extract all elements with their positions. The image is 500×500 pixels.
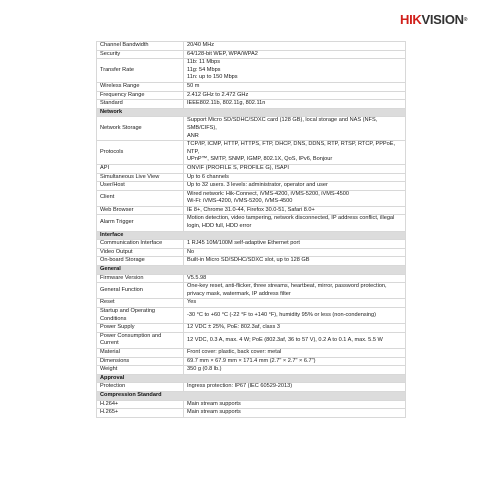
section-header-row bbox=[97, 108, 406, 117]
spec-value-line: 11n: up to 150 Mbps bbox=[187, 74, 238, 81]
spec-label: Power Consumption and Current bbox=[97, 332, 184, 348]
spec-label: Frequency Range bbox=[97, 91, 184, 100]
spec-row bbox=[97, 366, 406, 375]
spec-label: Channel Bandwidth bbox=[97, 42, 184, 51]
spec-value-line: -30 °C to +60 °C (-22 °F to +140 °F), humidity 95% or less (non-condensing) bbox=[187, 311, 376, 318]
specification-table bbox=[96, 41, 406, 418]
spec-value bbox=[184, 206, 406, 215]
spec-value bbox=[184, 240, 406, 249]
section-title: Approval bbox=[97, 374, 406, 383]
logo-part-vision: VISION bbox=[421, 12, 464, 27]
spec-label: On-board Storage bbox=[97, 257, 184, 266]
spec-label: Power Supply bbox=[97, 324, 184, 333]
spec-value-line: IE 8+, Chrome 31.0-44, Firefox 30.0-51, Safari 8.0+ bbox=[187, 206, 315, 213]
spec-row bbox=[97, 257, 406, 266]
section-header-row bbox=[97, 231, 406, 240]
spec-value-line: Built-in Micro SD/SDHC/SDXC slot, up to 128 GB bbox=[187, 257, 310, 264]
spec-value-line: 350 g (0.8 lb.) bbox=[187, 366, 222, 373]
spec-value-line: Main stream supports bbox=[187, 400, 241, 407]
spec-value bbox=[184, 357, 406, 366]
spec-label: Reset bbox=[97, 299, 184, 308]
spec-row bbox=[97, 190, 406, 206]
spec-value-line: Wired network: Hik-Connect, iVMS-4200, iVMS-5200, iVMS-4500 bbox=[187, 190, 349, 197]
spec-value-line: Front cover: plastic, back cover: metal bbox=[187, 348, 282, 355]
section-header-row bbox=[97, 266, 406, 275]
spec-label: Web Browser bbox=[97, 206, 184, 215]
spec-value-line: 2.412 GHz to 2.472 GHz bbox=[187, 91, 249, 98]
spec-row bbox=[97, 100, 406, 109]
spec-row bbox=[97, 59, 406, 83]
hikvision-logo bbox=[400, 10, 492, 30]
spec-value-line: TCP/IP, ICMP, HTTP, HTTPS, FTP, DHCP, DNS, DDNS, RTP, RTSP, RTCP, PPPoE, NTP, bbox=[187, 141, 396, 155]
spec-label: Protection bbox=[97, 383, 184, 392]
spec-value-line: privacy mask, watermark, IP address filter bbox=[187, 290, 291, 297]
spec-value-line: 11b: 11 Mbps bbox=[187, 59, 221, 66]
spec-label: H.264+ bbox=[97, 400, 184, 409]
spec-value-line: 64/128-bit WEP, WPA/WPA2 bbox=[187, 50, 258, 57]
spec-row bbox=[97, 274, 406, 283]
spec-label: H.265+ bbox=[97, 409, 184, 418]
spec-value-line: 11g: 54 Mbps bbox=[187, 66, 221, 73]
spec-value-line: UPnP™, SMTP, SNMP, IGMP, 802.1X, QoS, IPv6, Bonjour bbox=[187, 156, 333, 163]
spec-label: Transfer Rate bbox=[97, 59, 184, 83]
spec-row bbox=[97, 332, 406, 348]
spec-value bbox=[184, 299, 406, 308]
spec-value bbox=[184, 173, 406, 182]
spec-value bbox=[184, 42, 406, 51]
spec-value-line: login, HDD full, HDD error bbox=[187, 223, 252, 230]
spec-value-line: One-key reset, anti-flicker, three streams, heartbeat, mirror, password protection, bbox=[187, 283, 387, 290]
spec-value bbox=[184, 283, 406, 299]
spec-row bbox=[97, 299, 406, 308]
spec-label: Alarm Trigger bbox=[97, 215, 184, 231]
spec-label: Firmware Version bbox=[97, 274, 184, 283]
spec-label: User/Host bbox=[97, 182, 184, 191]
spec-row bbox=[97, 215, 406, 231]
spec-row bbox=[97, 248, 406, 257]
logo-registered-mark: ® bbox=[463, 17, 468, 23]
spec-row bbox=[97, 173, 406, 182]
spec-row bbox=[97, 117, 406, 141]
spec-label: Video Output bbox=[97, 248, 184, 257]
spec-value-line: 1 RJ45 10M/100M self-adaptive Ethernet port bbox=[187, 240, 300, 247]
spec-value bbox=[184, 366, 406, 375]
spec-row bbox=[97, 182, 406, 191]
spec-value-line: Motion detection, video tampering, network disconnected, IP address conflict, illegal bbox=[187, 215, 395, 222]
spec-label: API bbox=[97, 164, 184, 173]
spec-value bbox=[184, 257, 406, 266]
spec-row bbox=[97, 283, 406, 299]
spec-value-line: 12 VDC ± 25%, PoE: 802.3af, class 3 bbox=[187, 324, 280, 331]
spec-value-line: Up to 32 users. 3 levels: administrator, operator and user bbox=[187, 182, 328, 189]
spec-value-line: 69.7 mm × 67.9 mm × 171.4 mm (2.7" × 2.7" × 6.7") bbox=[187, 357, 316, 364]
spec-value bbox=[184, 59, 406, 83]
spec-value-line: 20/40 MHz bbox=[187, 42, 215, 48]
spec-row bbox=[97, 91, 406, 100]
spec-label: Material bbox=[97, 348, 184, 357]
spec-value-line: 50 m bbox=[187, 82, 200, 89]
spec-value bbox=[184, 100, 406, 109]
spec-row bbox=[97, 357, 406, 366]
section-title: Compression Standard bbox=[97, 391, 406, 400]
logo-part-hik: HIK bbox=[400, 12, 422, 27]
spec-value-line: V5.5.98 bbox=[187, 274, 207, 281]
spec-value bbox=[184, 308, 406, 324]
spec-value bbox=[184, 91, 406, 100]
spec-value bbox=[184, 274, 406, 283]
spec-row bbox=[97, 50, 406, 59]
spec-row bbox=[97, 141, 406, 165]
spec-value-line: Yes bbox=[187, 299, 197, 306]
spec-value bbox=[184, 383, 406, 392]
spec-value-line: IEEE802.11b, 802.11g, 802.11n bbox=[187, 100, 266, 107]
spec-value-line: Ingress protection: IP67 (IEC 60529-2013) bbox=[187, 383, 293, 390]
spec-row bbox=[97, 206, 406, 215]
spec-row bbox=[97, 82, 406, 91]
spec-label: Startup and Operating Conditions bbox=[97, 308, 184, 324]
spec-label: Weight bbox=[97, 366, 184, 375]
spec-value-line: Wi-Fi: iVMS-4200, iVMS-5200, iVMS-4500 bbox=[187, 198, 293, 205]
section-header-row bbox=[97, 391, 406, 400]
spec-row bbox=[97, 400, 406, 409]
spec-label: Client bbox=[97, 190, 184, 206]
spec-value bbox=[184, 50, 406, 59]
spec-value bbox=[184, 332, 406, 348]
spec-row bbox=[97, 324, 406, 333]
spec-row bbox=[97, 164, 406, 173]
spec-value bbox=[184, 164, 406, 173]
spec-label: Protocols bbox=[97, 141, 184, 165]
spec-value bbox=[184, 248, 406, 257]
spec-value-line: Up to 6 channels bbox=[187, 173, 229, 180]
spec-row bbox=[97, 383, 406, 392]
spec-value bbox=[184, 215, 406, 231]
spec-value-line: 12 VDC, 0.3 A, max. 4 W; PoE (802.3af, 36 to 57 V), 0.2 A to 0.1 A, max. 5.5 W bbox=[187, 336, 383, 343]
spec-label: Communication Interface bbox=[97, 240, 184, 249]
section-header-row bbox=[97, 374, 406, 383]
spec-value bbox=[184, 82, 406, 91]
spec-label: Wireless Range bbox=[97, 82, 184, 91]
section-title: Network bbox=[97, 108, 406, 117]
spec-row bbox=[97, 42, 406, 51]
spec-value bbox=[184, 190, 406, 206]
spec-label: Standard bbox=[97, 100, 184, 109]
spec-value-line: No bbox=[187, 248, 195, 255]
spec-value bbox=[184, 348, 406, 357]
spec-value-line: ONVIF (PROFILE S, PROFILE G), ISAPI bbox=[187, 164, 289, 171]
spec-value bbox=[184, 141, 406, 165]
spec-label: General Function bbox=[97, 283, 184, 299]
spec-value bbox=[184, 400, 406, 409]
spec-value-line: ANR bbox=[187, 132, 199, 139]
spec-value-line: Support Micro SD/SDHC/SDXC card (128 GB), local storage and NAS (NFS, SMB/CIFS), bbox=[187, 117, 378, 131]
section-title: Interface bbox=[97, 231, 406, 240]
spec-value bbox=[184, 117, 406, 141]
spec-row bbox=[97, 308, 406, 324]
spec-value bbox=[184, 409, 406, 418]
spec-label: Dimensions bbox=[97, 357, 184, 366]
spec-label: Network Storage bbox=[97, 117, 184, 141]
section-title: General bbox=[97, 266, 406, 275]
spec-label: Simultaneous Live View bbox=[97, 173, 184, 182]
spec-value bbox=[184, 182, 406, 191]
spec-value-line: Main stream supports bbox=[187, 409, 241, 416]
spec-row bbox=[97, 348, 406, 357]
spec-label: Security bbox=[97, 50, 184, 59]
spec-value bbox=[184, 324, 406, 333]
spec-row bbox=[97, 240, 406, 249]
spec-row bbox=[97, 409, 406, 418]
